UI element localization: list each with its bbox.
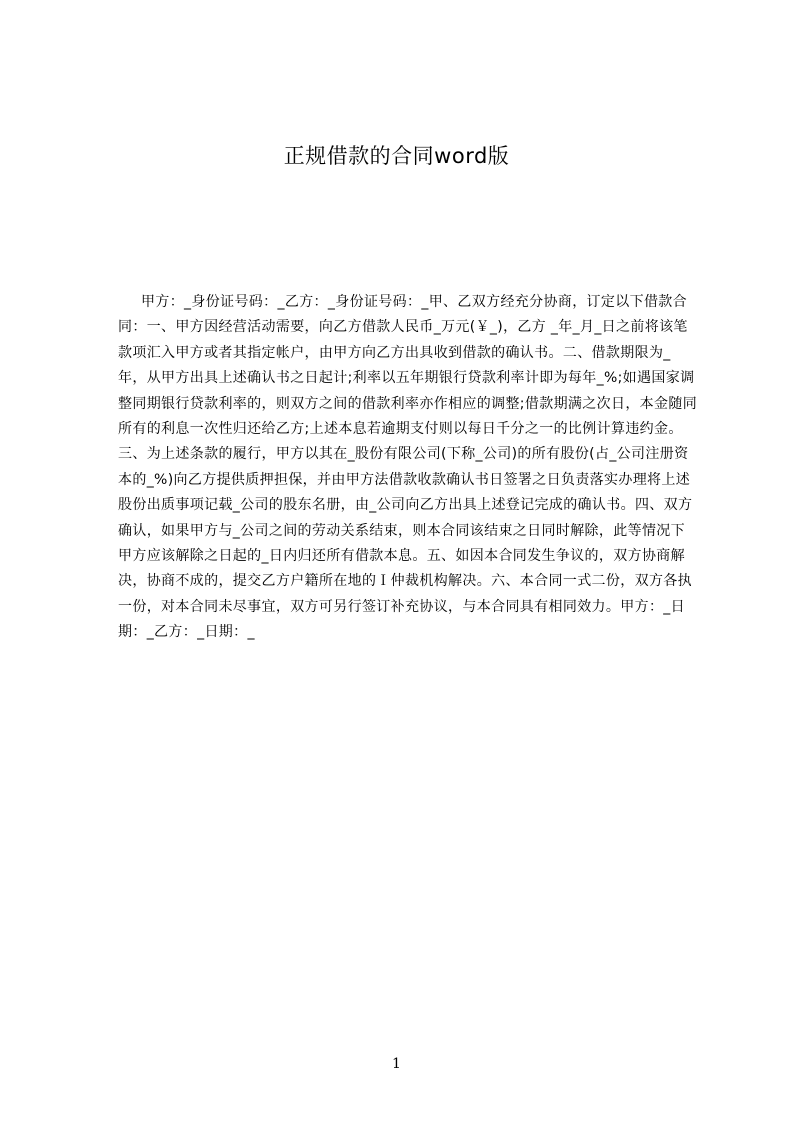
page-number: 1 xyxy=(392,1056,401,1072)
document-title: 正规借款的合同word版 xyxy=(283,144,510,168)
contract-body-text: 甲方：_身份证号码：_乙方：_身份证号码：_甲、乙双方经充分协商，订定以下借款合同：一、甲方因经营活动需要，向乙方借款人民币_万元(￥_)，乙方 _年_月_日之前将该笔款项汇入甲方或者其指定帐户，由甲方向乙方出具收到借款的确认书。二、借款期限为_年，从甲方出具上述确认书之日起计;利率以五年期银行贷款利率计即为每年_%;如遇国家调整同期银行贷款利率的，则双方之间的借款利率亦作相应的调整;借款期满之次日，本金随同所有的利息一次性归还给乙方;上述本息若逾期支付则以每日千分之一的比例计算违约金。三、为上述条款的履行，甲方以其在_股份有限公司(下称_公司)的所有股份(占_公司注册资本的_%)向乙方提供质押担保，并由甲方法借款收款确认书日签署之日负责落实办理将上述股份出质事项记载_公司的股东名册，由_公司向乙方出具上述登记完成的确认书。四、双方确认，如果甲方与_公司之间的劳动关系结束，则本合同该结束之日同时解除，此等情况下甲方应该解除之日起的_日内归还所有借款本息。五、如因本合同发生争议的，双方协商解决，协商不成的，提交乙方户籍所在地的Ｉ仲裁机构解决。六、本合同一式二份，双方各执一份，对本合同未尽事宜，双方可另行签订补充协议，与本合同具有相同效力。甲方：_日期：_乙方：_日期：_ xyxy=(118,294,698,641)
